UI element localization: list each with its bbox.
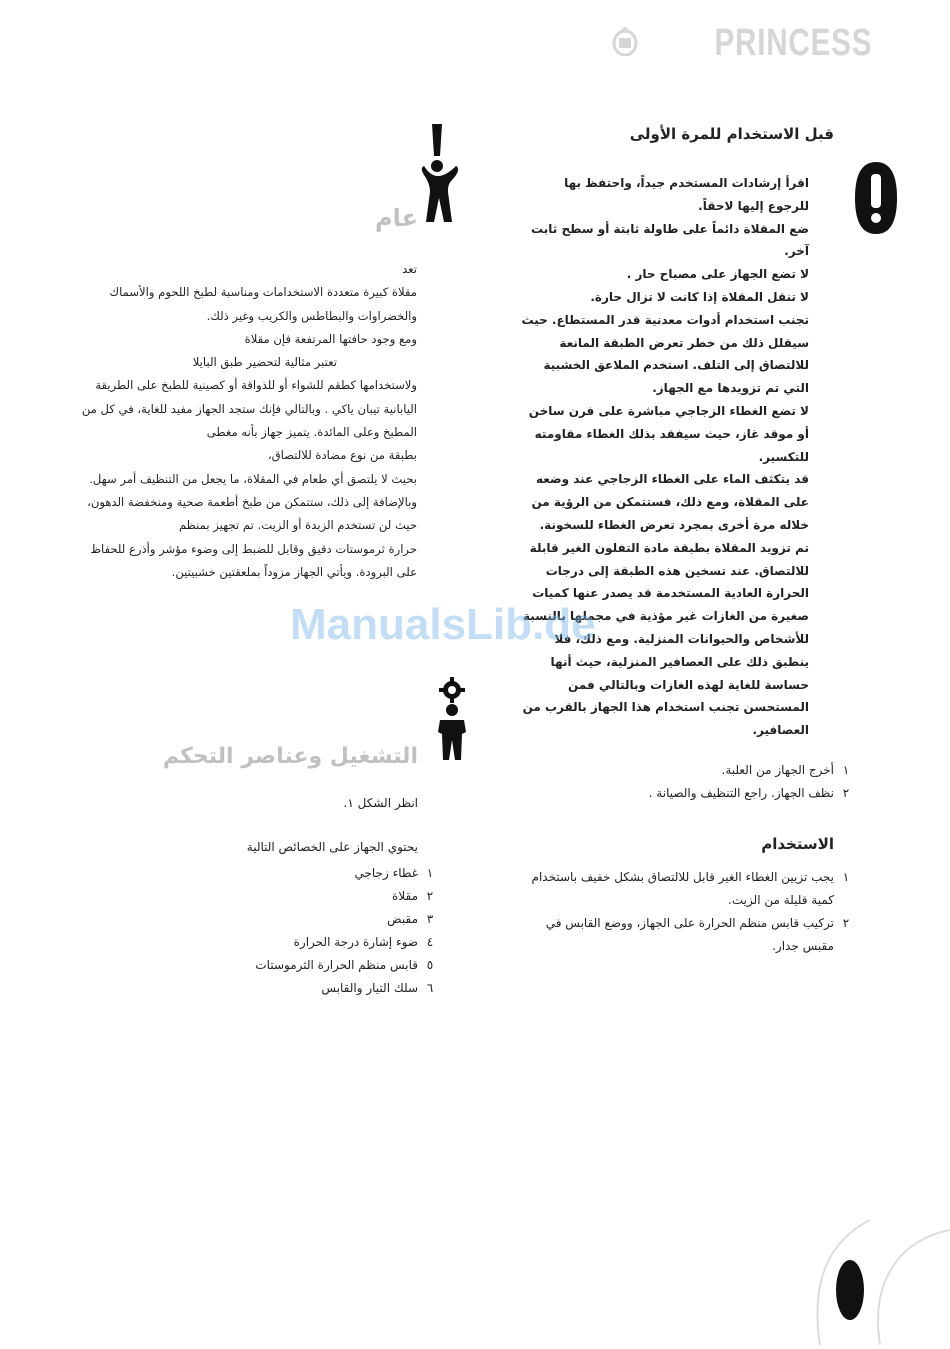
general-paragraph: ولاستخدامها كطقم للشواء أو للذواقة أو كصينية للطبخ على الطريقة اليابانية تيبان ياكي . وبالتالي فإنك ستجد الجهاز مفيد للغاية، في كل من المطبخ وعلى المائدة. يتميز جهاز بأنه مغطى: [81, 378, 417, 440]
list-item: ٢ تركيب قابس منظم الحرارة على الجهاز، ووضع القابس في مقبس جدار.: [545, 916, 850, 953]
list-item: ١ أخرج الجهاز من العلبة.: [721, 763, 850, 777]
features-intro: يحتوي الجهاز على الخصائص التالية: [246, 840, 418, 854]
prep-steps-list: [528, 759, 858, 805]
general-paragraph: تعد: [402, 262, 417, 276]
general-paragraph: تعتبر مثالية لتحضير طبق البايلا: [192, 355, 337, 370]
list-item: ٤ ضوء إشارة درجة الحرارة: [293, 935, 434, 949]
page-corner-decoration: [800, 1220, 950, 1349]
exclamation-person-icon: [418, 122, 462, 230]
see-figure-text: انظر الشكل ١.: [343, 796, 418, 810]
warning-badge-icon: [854, 160, 898, 240]
list-item: ٢ مقلاة: [392, 889, 434, 903]
controls-heading: التشغيل وعناصر التحكم: [162, 744, 418, 769]
list-item: ١ يجب تزيين الغطاء الغير قابل للالتصاق بشكل خفيف باستخدام كمية قليلة من الزيت.: [531, 870, 850, 907]
warning-item: ضع المقلاة دائماً على طاولة ثابتة أو سطح ثابت آخر.: [531, 221, 809, 259]
crown-icon: [612, 26, 638, 56]
warning-item: اقرأ إرشادات المستخدم جيداً، واحتفظ بها للرجوع إليها لاحقاً.: [564, 176, 809, 213]
list-item: ٢ نظف الجهاز. راجع التنظيف والصيانة .: [648, 786, 850, 800]
gear-person-icon: [432, 676, 472, 766]
warning-item: قد يتكثف الماء على الغطاء الزجاجي عند وضعه على المقلاة، ومع ذلك، فستتمكن من الرؤية من خلاله مرة أخرى بمجرد تعرض الغطاء للسخونة.: [531, 472, 809, 532]
general-paragraph: حرارة ثرموستات دقيق وقابل للضبط إلى وضوء مؤشر وأذرع للحفاظ على البرودة. ويأتي الجهاز مزوداً بملعقتين خشبيتين.: [90, 541, 417, 579]
warning-item: تجنب استخدام أدوات معدنية قدر المستطاع. حيث سيقلل ذلك من خطر تعرض الطبقة المانعة للالتصاق إلى التلف. استخدم الملاعق الخشبية التي تم تزويدها مع الجهاز.: [521, 312, 809, 396]
list-item: ٥ قابس منظم الحرارة الثرموستات: [255, 958, 434, 972]
warning-item: لا تضع الجهاز على مصباح حار .: [626, 267, 809, 282]
features-list: [182, 862, 442, 1000]
list-item: ١ غطاء زجاجي: [354, 866, 434, 880]
warnings-block: [519, 172, 809, 742]
watermark: ManualsLib.de: [290, 600, 596, 649]
warning-item: لا تنقل المقلاة إذا كانت لا تزال حارة.: [590, 289, 809, 304]
general-paragraph: بحيث لا يلتصق أي طعام في المقلاة، ما يجعل من التنظيف أمر سهل. وبالإضافة إلى ذلك، ستتمكن من طبخ أطعمة صحية ومنخفضة الدهون، حيث لن تستخدم الزبدة أو الزيت. تم تجهيز بمنظم: [87, 471, 417, 533]
general-heading: عام: [375, 204, 418, 232]
list-item: ٦ سلك التيار والقابس: [321, 981, 434, 995]
usage-steps-list: [528, 866, 858, 958]
general-paragraph: بطبقة من نوع مضادة للالتصاق،: [267, 448, 417, 463]
general-paragraph: مقلاة كبيرة متعددة الاستخدامات ومناسبة لطبخ اللحوم والأسماك والخضراوات والبطاطس والكريب وغير ذلك.: [109, 285, 417, 323]
general-paragraph: ومع وجود حافتها المرتفعة فإن مقلاة: [244, 331, 417, 346]
list-item: ٣ مقبض: [387, 912, 434, 926]
before-first-use-heading: قبل الاستخدام للمرة الأولى: [629, 125, 834, 143]
warning-item: تم تزويد المقلاة بطبقة مادة التفلون الغير قابلة للالتصاق. عند تسخين هذه الطبقة إلى درجات الحرارة العادية المستخدمة قد يصدر عنها كميات صغيرة من الغازات غير مؤذية في مجملها بالنسبة للأشخاص والحيوانات المنزلية. ومع ذلك، فلا ينطبق ذلك على العصافير المنزلية، حيث أنها حساسة للغاية لهذه الغازات وبالتالي فمن المستحسن تجنب استخدام هذا الجهاز بالقرب من العصافير.: [522, 540, 809, 738]
usage-heading: الاستخدام: [761, 835, 834, 853]
warning-item: لا تضع الغطاء الزجاجي مباشرة على فرن ساخن أو موقد غاز، حيث سيفقد بذلك الغطاء مقاومته للتكسير.: [528, 403, 809, 464]
general-text: [77, 258, 417, 584]
brand-logo: PRINCESS: [714, 22, 872, 64]
